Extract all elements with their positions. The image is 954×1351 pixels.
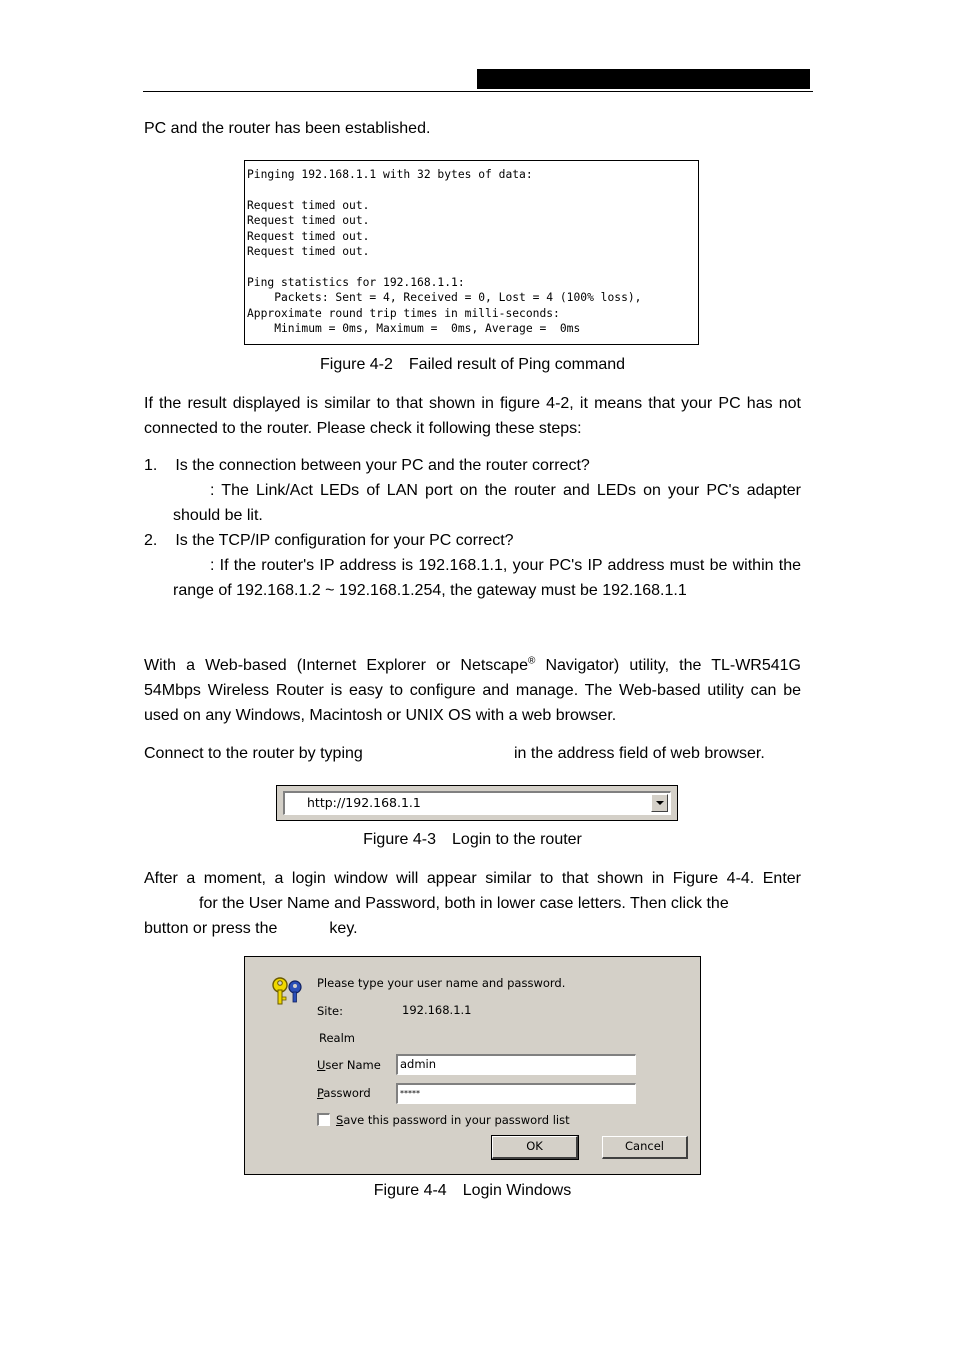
login-dialog-screenshot <box>244 956 701 1175</box>
intro-line: PC and the router has been established. <box>144 120 431 137</box>
password-label: Password <box>317 1086 371 1100</box>
figure-title: Login Windows <box>462 1182 572 1199</box>
step-1 <box>144 453 801 528</box>
ping-output-line <box>247 182 698 197</box>
keys-icon <box>269 974 305 1008</box>
result-paragraph: If the result displayed is similar to that shown in figure 4-2, it means that your PC has not connected to the router. Please check it following these steps: <box>144 395 801 437</box>
step-question: Is the TCP/IP configuration for your PC correct? <box>175 532 514 549</box>
save-password-checkbox[interactable] <box>317 1113 330 1126</box>
address-url: http://192.168.1.1 <box>307 795 421 810</box>
troubleshoot-steps <box>144 453 801 603</box>
header-bar <box>477 69 810 89</box>
ping-output-line: Request timed out. <box>247 244 370 258</box>
login-prompt: Please type your user name and password. <box>317 976 566 990</box>
ok-button[interactable]: OK <box>492 1136 578 1159</box>
username-label: User Name <box>317 1058 381 1072</box>
step-2 <box>144 528 801 603</box>
figure-4-4-caption <box>144 1180 801 1202</box>
figure-number: Figure 4-3 <box>363 831 437 848</box>
save-password-label: Save this password in your password list <box>336 1113 570 1127</box>
password-input[interactable]: ***** <box>396 1083 636 1104</box>
step-question: Is the connection between your PC and the router correct? <box>175 457 590 474</box>
ping-output-line: Request timed out. <box>247 229 370 243</box>
header-rule <box>143 91 813 92</box>
ping-output-line: Ping statistics for 192.168.1.1: <box>247 275 465 289</box>
ping-output-line: Packets: Sent = 4, Received = 0, Lost = 4 (100% loss), <box>247 291 642 305</box>
dropdown-arrow-icon[interactable] <box>651 794 668 812</box>
step-answer: : The Link/Act LEDs of LAN port on the router and LEDs on your PC's adapter should be lit. <box>173 482 801 524</box>
figure-number: Figure 4-2 <box>319 356 393 373</box>
ping-output-line: Request timed out. <box>247 198 370 212</box>
figure-4-2-caption <box>144 354 801 376</box>
figure-title: Failed result of Ping command <box>408 356 626 373</box>
step-answer: : If the router's IP address is 192.168.1.1, your PC's IP address must be within the range of 192.168.1.2 ~ 192.168.1.254, the gateway must be 192.168.1.1 <box>173 557 801 599</box>
cancel-button[interactable]: Cancel <box>602 1136 688 1159</box>
web-utility-paragraph: With a Web-based (Internet Explorer or Netscape® Navigator) utility, the TL-WR541G 54Mbps Wireless Router is easy to configure and manage. The Web-based utility can be used on any Windows, Macintosh or UNIX OS with a web browser. <box>144 655 801 724</box>
realm-label: Realm <box>319 1031 355 1045</box>
ping-output-line <box>247 259 698 274</box>
address-input[interactable] <box>283 791 671 815</box>
figure-number: Figure 4-4 <box>373 1182 447 1199</box>
connect-paragraph-end: in the address field of web browser. <box>514 745 765 762</box>
login-paragraph: After a moment, a login window will appear similar to that shown in Figure 4-4. Enter for the User Name and Password, both in lower case letters. Then click the button or press the key. <box>144 870 801 937</box>
step-number: 1. <box>144 457 158 474</box>
site-value: 192.168.1.1 <box>402 1003 472 1017</box>
figure-title: Login to the router <box>452 831 582 848</box>
ping-output-line: Minimum = 0ms, Maximum = 0ms, Average = 0ms <box>247 321 581 335</box>
figure-4-3-caption <box>144 829 801 851</box>
ping-output-line: Request timed out. <box>247 214 370 228</box>
username-input[interactable]: admin <box>396 1054 636 1075</box>
site-label: Site: <box>317 1004 343 1018</box>
ping-output-screenshot <box>244 160 699 345</box>
ping-output-line: Pinging 192.168.1.1 with 32 bytes of data: <box>247 168 533 181</box>
step-number: 2. <box>144 532 158 549</box>
connect-paragraph: Connect to the router by typing <box>144 745 363 762</box>
registered-mark: ® <box>527 655 536 667</box>
address-bar-screenshot <box>276 785 678 821</box>
ping-output-line: Approximate round trip times in milli-seconds: <box>247 306 560 320</box>
